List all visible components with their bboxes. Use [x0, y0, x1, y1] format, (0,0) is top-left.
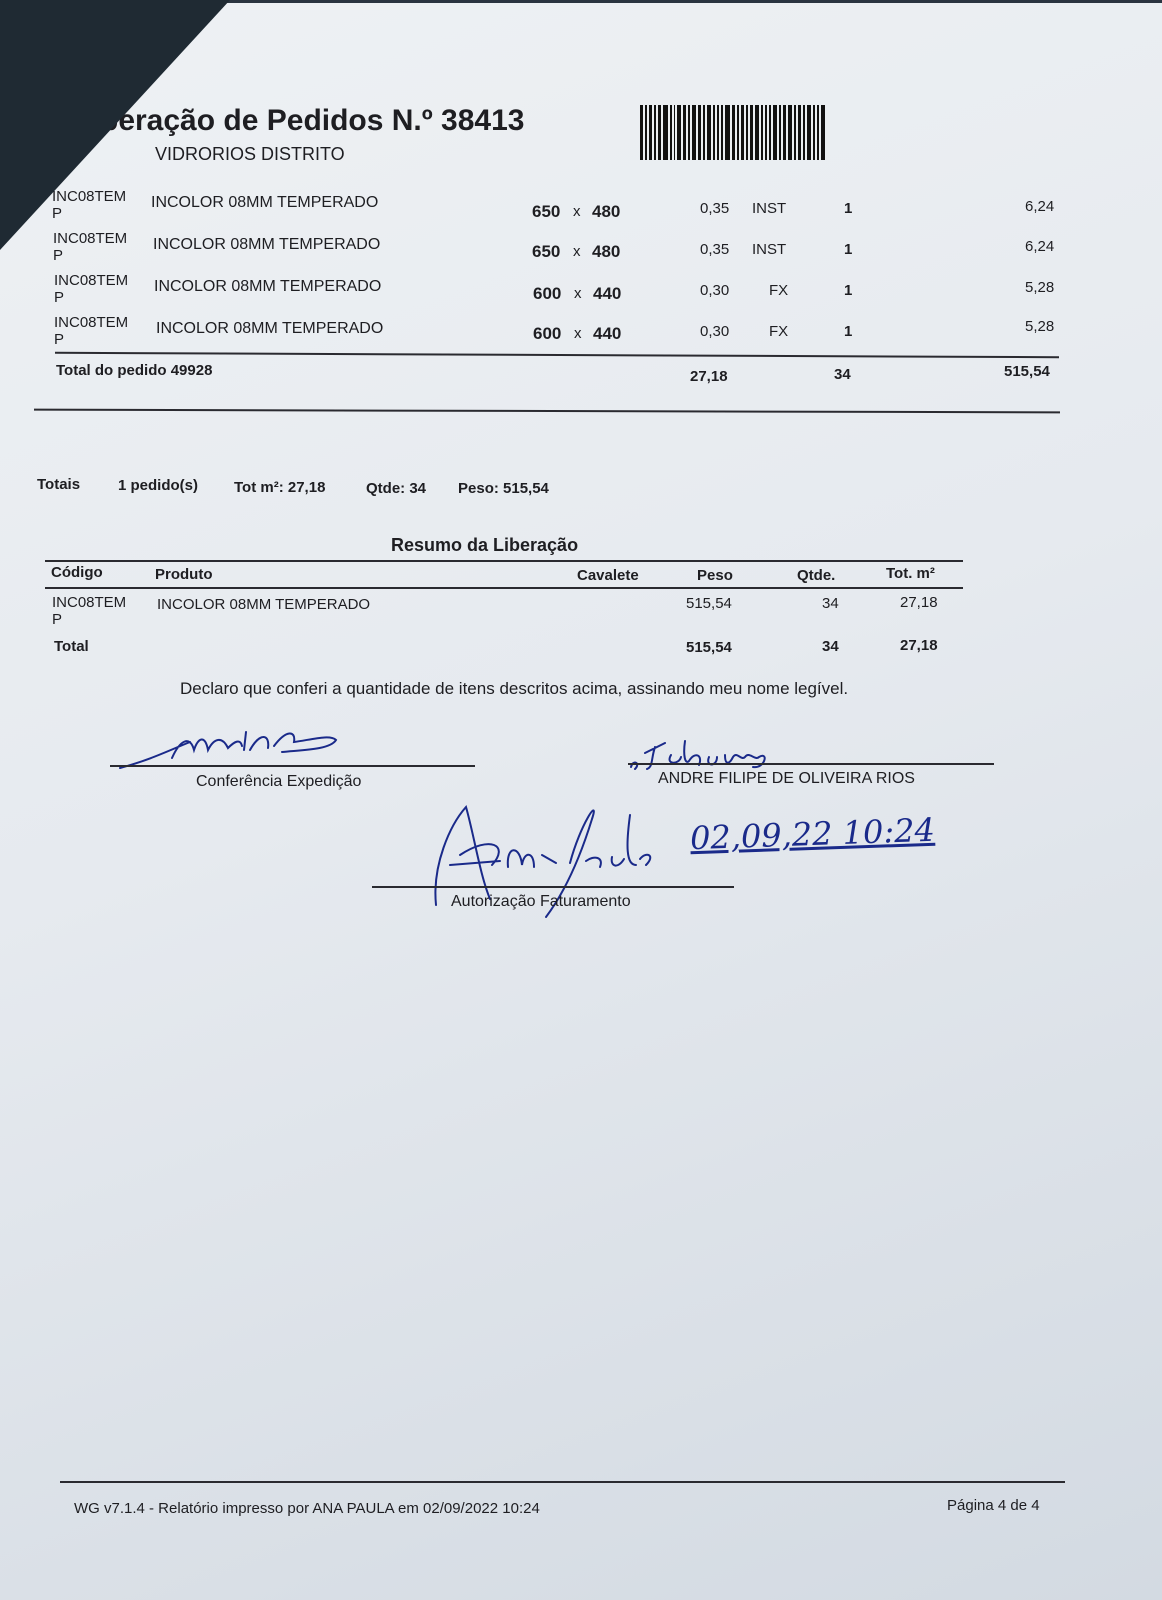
summary-code: INC08TEM — [52, 594, 127, 611]
summary-title: Resumo da Liberação — [391, 535, 579, 555]
photo-corner-shadow — [0, 0, 230, 250]
item-times: x — [573, 203, 581, 220]
item-area: 0,35 — [700, 241, 730, 258]
footer-rule — [60, 1481, 1065, 1483]
item-code-cont: P — [54, 289, 65, 306]
item-weight: 5,28 — [1025, 279, 1055, 296]
item-code: INC08TEM — [53, 230, 128, 247]
item-times: x — [574, 285, 582, 302]
summary-total-label: Total — [54, 638, 89, 655]
item-qty: 1 — [844, 241, 853, 258]
totals-m2: Tot m²: 27,18 — [234, 479, 326, 496]
authorization-label: Autorização Faturamento — [451, 893, 631, 910]
authorization-line — [372, 886, 734, 888]
item-code: INC08TEM — [54, 314, 129, 331]
summary-product: INCOLOR 08MM TEMPERADO — [157, 596, 371, 613]
page-top-edge — [220, 0, 1162, 3]
col-m2: Tot. m² — [886, 565, 935, 582]
summary-top-rule — [45, 560, 963, 562]
item-code-cont: P — [54, 331, 65, 348]
summary-weight: 515,54 — [686, 595, 732, 612]
item-type: FX — [769, 323, 789, 340]
item-type: FX — [769, 282, 789, 299]
summary-m2: 27,18 — [900, 594, 938, 611]
col-weight: Peso — [697, 567, 733, 584]
item-type: INST — [752, 241, 787, 258]
totals-weight: Peso: 515,54 — [458, 480, 549, 497]
handwritten-date: 02,09,22 10:24 — [689, 810, 936, 858]
item-product: INCOLOR 08MM TEMPERADO — [153, 236, 381, 253]
item-width: 600 — [533, 324, 562, 343]
driver-name: ANDRE FILIPE DE OLIVEIRA RIOS — [658, 770, 915, 787]
footer-page-number: Página 4 de 4 — [947, 1497, 1040, 1514]
item-code: INC08TEM — [54, 272, 129, 289]
item-height: 480 — [592, 242, 621, 261]
order-total-weight: 515,54 — [1004, 363, 1050, 380]
item-product: INCOLOR 08MM TEMPERADO — [156, 320, 384, 337]
item-product: INCOLOR 08MM TEMPERADO — [154, 278, 382, 295]
item-width: 650 — [532, 202, 561, 221]
col-code: Código — [51, 564, 103, 581]
order-total-area: 27,18 — [690, 368, 728, 385]
totals-orders: 1 pedido(s) — [118, 477, 199, 494]
declaration-text: Declaro que conferi a quantidade de itens descritos acima, assinando meu nome legível. — [180, 679, 849, 698]
summary-total-m2: 27,18 — [900, 637, 938, 654]
item-times: x — [573, 243, 581, 260]
signature-conference — [110, 720, 370, 775]
col-qty: Qtde. — [797, 567, 836, 584]
item-qty: 1 — [844, 282, 853, 299]
summary-header-rule — [45, 587, 963, 589]
item-product: INCOLOR 08MM TEMPERADO — [151, 194, 379, 211]
order-total-qty: 34 — [834, 366, 851, 383]
item-width: 600 — [533, 284, 562, 303]
item-code-cont: P — [52, 205, 63, 222]
footer-printed-by: WG v7.1.4 - Relatório impresso por ANA PAULA em 02/09/2022 10:24 — [74, 1500, 540, 1517]
item-weight: 5,28 — [1025, 318, 1055, 335]
summary-total-qty: 34 — [822, 638, 839, 655]
col-product: Produto — [155, 566, 213, 583]
totals-label: Totais — [37, 476, 81, 493]
summary-total-weight: 515,54 — [686, 639, 732, 656]
order-total-label: Total do pedido 49928 — [56, 362, 213, 379]
page-title: beração de Pedidos N.º 38413 — [100, 104, 525, 137]
col-rack: Cavalete — [577, 567, 639, 584]
summary-code-cont: P — [52, 611, 63, 628]
item-type: INST — [752, 200, 787, 217]
item-qty: 1 — [844, 323, 853, 340]
item-height: 440 — [593, 324, 622, 343]
barcode — [640, 105, 825, 160]
item-code: INC08TEM — [52, 188, 127, 205]
item-weight: 6,24 — [1025, 238, 1055, 255]
signature-driver — [625, 725, 800, 775]
item-width: 650 — [532, 242, 561, 261]
item-weight: 6,24 — [1025, 198, 1055, 215]
driver-line — [628, 763, 994, 765]
item-area: 0,35 — [700, 200, 730, 217]
company-name: VIDRORIOS DISTRITO — [155, 144, 345, 164]
item-height: 480 — [592, 202, 621, 221]
item-times: x — [574, 325, 582, 342]
totals-qty: Qtde: 34 — [366, 480, 427, 497]
summary-qty: 34 — [822, 595, 839, 612]
item-qty: 1 — [844, 200, 853, 217]
item-code-cont: P — [53, 247, 64, 264]
section-rule — [34, 409, 1060, 414]
conference-label: Conferência Expedição — [196, 773, 362, 790]
item-height: 440 — [593, 284, 622, 303]
conference-line — [110, 765, 475, 767]
order-total-rule — [55, 352, 1059, 358]
item-area: 0,30 — [700, 282, 730, 299]
item-area: 0,30 — [700, 323, 730, 340]
